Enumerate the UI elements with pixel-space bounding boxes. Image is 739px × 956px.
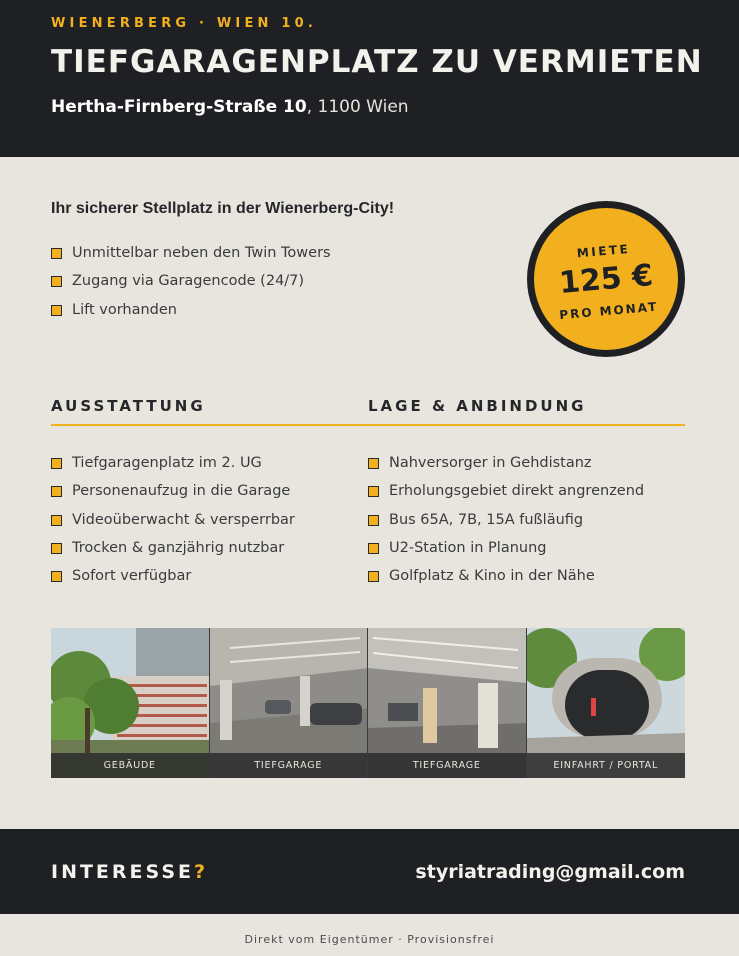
list-item-text: Bus 65A, 7B, 15A fußläufig — [389, 511, 584, 528]
list-item — [51, 454, 295, 482]
price-badge — [527, 201, 685, 357]
bullet-square-icon — [51, 305, 62, 316]
list-item-text: Personenaufzug in die Garage — [72, 483, 291, 500]
photo-caption: TIEFGARAGE — [368, 753, 526, 778]
intro-list — [51, 244, 331, 329]
list-item — [368, 511, 644, 539]
bullet-square-icon — [368, 543, 379, 554]
address-city: , 1100 Wien — [306, 97, 409, 117]
list-item — [51, 539, 295, 567]
header-banner — [0, 0, 739, 157]
price-value: 125 € — [557, 257, 655, 302]
address — [51, 97, 409, 117]
bullet-square-icon — [368, 515, 379, 526]
list-item — [51, 244, 331, 272]
price-badge-label: MIETE — [576, 241, 631, 261]
section-heading-lage: LAGE & ANBINDUNG — [368, 397, 587, 415]
bullet-square-icon — [51, 248, 62, 259]
contact-heading-mark: ? — [194, 861, 209, 883]
section-divider — [51, 424, 685, 426]
location-kicker: WIENERBERG · WIEN 10. — [51, 16, 317, 31]
list-item-text: Videoüberwacht & versperrbar — [72, 511, 295, 528]
list-item — [368, 567, 644, 595]
section-heading-ausstattung: AUSSTATTUNG — [51, 397, 206, 415]
list-item-text: Golfplatz & Kino in der Nähe — [389, 568, 595, 585]
bullet-square-icon — [51, 276, 62, 287]
photo-entrance — [527, 628, 686, 778]
contact-footer — [0, 829, 739, 914]
contact-heading-text: INTERESSE — [51, 861, 195, 883]
list-item-text: Tiefgaragenplatz im 2. UG — [72, 455, 262, 471]
price-badge-period: PRO MONAT — [558, 299, 659, 323]
bullet-square-icon — [51, 515, 62, 526]
bullet-square-icon — [368, 571, 379, 582]
address-street: Hertha-Firnberg-Straße 10 — [51, 97, 307, 117]
bullet-square-icon — [368, 458, 379, 469]
photo-caption: GEBÄUDE — [51, 753, 209, 778]
photo-garage-2 — [368, 628, 527, 778]
list-item-text: Sofort verfügbar — [72, 568, 192, 585]
list-item-text: Zugang via Garagencode (24/7) — [72, 273, 305, 290]
page-title: TIEFGARAGENPLATZ ZU VERMIETEN — [51, 44, 703, 80]
list-item-text: Erholungsgebiet direkt angrenzend — [389, 483, 645, 500]
photo-caption: EINFAHRT / PORTAL — [527, 753, 686, 778]
list-item — [368, 539, 644, 567]
list-item-text: Unmittelbar neben den Twin Towers — [72, 245, 331, 261]
bullet-square-icon — [51, 458, 62, 469]
list-item-text: Lift vorhanden — [72, 301, 177, 318]
photo-gallery — [51, 628, 685, 778]
bullet-square-icon — [51, 543, 62, 554]
list-item-text: U2-Station in Planung — [389, 539, 547, 556]
intro-lead: Ihr sicherer Stellplatz in der Wienerberg-City! — [51, 200, 395, 217]
list-item — [51, 482, 295, 510]
ausstattung-list — [51, 454, 295, 595]
bullet-square-icon — [368, 486, 379, 497]
footer-note: Direkt vom Eigentümer · Provisionsfrei — [244, 933, 495, 946]
contact-heading — [51, 861, 208, 883]
photo-garage-1 — [210, 628, 369, 778]
list-item — [51, 272, 331, 300]
list-item — [368, 482, 644, 510]
bullet-square-icon — [51, 486, 62, 497]
list-item — [51, 301, 331, 329]
list-item — [51, 567, 295, 595]
list-item-text: Trocken & ganzjährig nutzbar — [72, 539, 285, 556]
bullet-square-icon — [51, 571, 62, 582]
photo-building — [51, 628, 210, 778]
contact-email[interactable]: styriatrading@gmail.com — [415, 861, 685, 883]
list-item — [368, 454, 644, 482]
list-item-text: Nahversorger in Gehdistanz — [389, 455, 592, 471]
photo-caption: TIEFGARAGE — [210, 753, 368, 778]
lage-list — [368, 454, 644, 595]
list-item — [51, 511, 295, 539]
